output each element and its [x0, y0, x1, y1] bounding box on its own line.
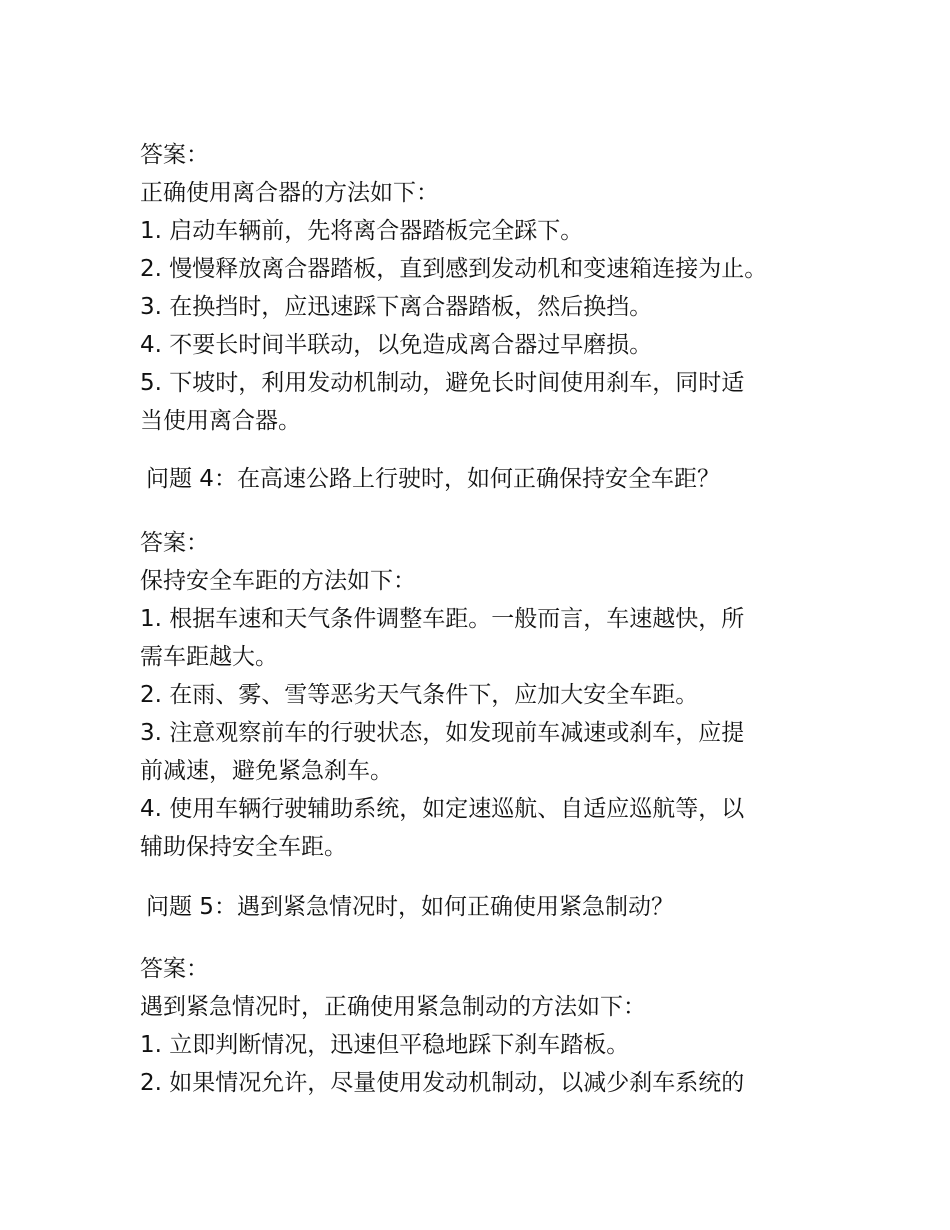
answer-label: 答案：: [140, 530, 209, 556]
list-item: 4. 不要长时间半联动，以免造成离合器过早磨损。: [140, 332, 653, 358]
list-item: 1. 立即判断情况，迅速但平稳地踩下刹车踏板。: [140, 1032, 630, 1058]
list-item-continuation: 辅助保持安全车距。: [140, 834, 347, 860]
list-item: 1. 根据车速和天气条件调整车距。一般而言，车速越快，所: [140, 606, 745, 632]
answer-intro: 遇到紧急情况时，正确使用紧急制动的方法如下：: [140, 994, 646, 1020]
answer-label: 答案：: [140, 142, 209, 168]
list-item: 3. 注意观察前车的行驶状态，如发现前车减速或刹车，应提: [140, 720, 745, 746]
list-item-continuation: 需车距越大。: [140, 644, 278, 670]
answer-intro: 正确使用离合器的方法如下：: [140, 180, 439, 206]
list-item: 2. 慢慢释放离合器踏板，直到感到发动机和变速箱连接为止。: [140, 256, 768, 282]
list-item-continuation: 当使用离合器。: [140, 408, 301, 434]
question-heading: 问题 4：在高速公路上行驶时，如何正确保持安全车距？: [146, 466, 720, 492]
question-heading: 问题 5：遇到紧急情况时，如何正确使用紧急制动？: [146, 894, 674, 920]
list-item: 2. 在雨、雾、雪等恶劣天气条件下，应加大安全车距。: [140, 682, 699, 708]
list-item: 1. 启动车辆前，先将离合器踏板完全踩下。: [140, 218, 584, 244]
list-item: 4. 使用车辆行驶辅助系统，如定速巡航、自适应巡航等，以: [140, 796, 745, 822]
answer-intro: 保持安全车距的方法如下：: [140, 568, 416, 594]
answer-label: 答案：: [140, 956, 209, 982]
list-item: 3. 在换挡时，应迅速踩下离合器踏板，然后换挡。: [140, 294, 653, 320]
list-item: 5. 下坡时，利用发动机制动，避免长时间使用刹车，同时适: [140, 370, 745, 396]
list-item: 2. 如果情况允许，尽量使用发动机制动，以减少刹车系统的: [140, 1070, 745, 1096]
list-item-continuation: 前减速，避免紧急刹车。: [140, 758, 393, 784]
